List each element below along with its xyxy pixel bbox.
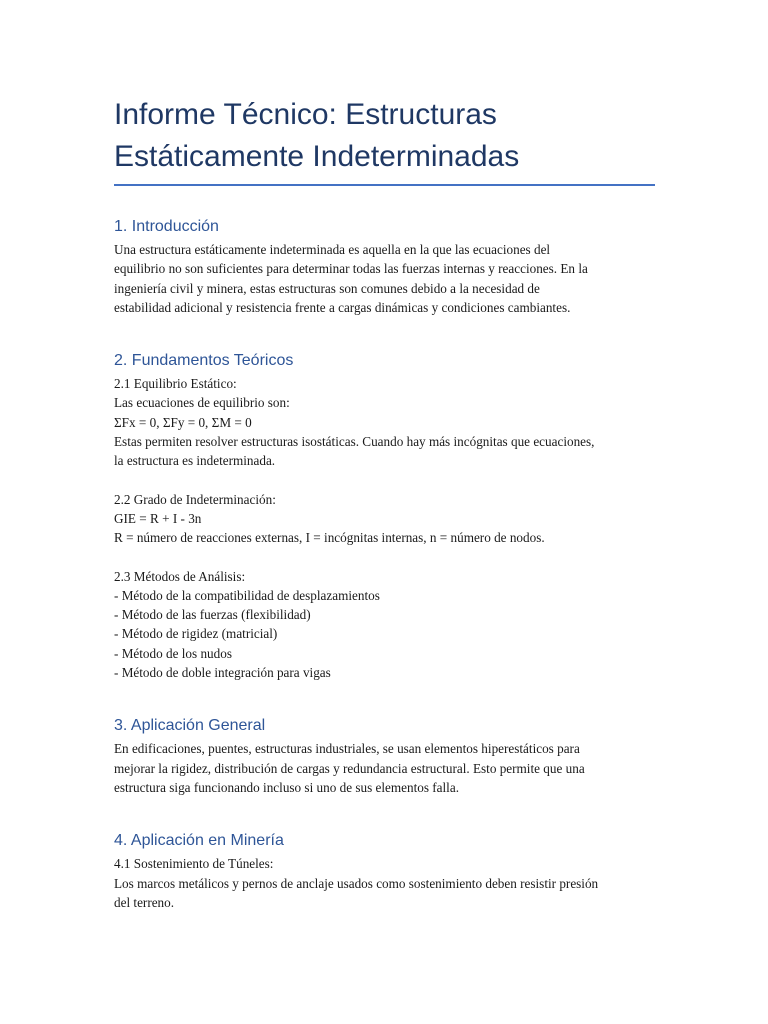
text-line: En edificaciones, puentes, estructuras industriales, se usan elementos hiperestáticos para — [114, 741, 580, 757]
section-heading: 3. Aplicación General — [114, 717, 266, 735]
paragraph-gap — [114, 548, 659, 567]
text-line: ingeniería civil y minera, estas estructuras son comunes debido a la necesidad de — [114, 280, 540, 296]
document-content — [114, 90, 659, 945]
title-line-1: Informe Técnico: Estructuras — [114, 98, 497, 131]
text-line: Las ecuaciones de equilibrio son: — [114, 395, 290, 411]
text-line: 4.1 Sostenimiento de Túneles: — [114, 856, 274, 872]
list-item: - Método de rigidez (matricial) — [114, 626, 278, 642]
text-line: Los marcos metálicos y pernos de anclaje usados como sostenimiento deben resistir presión — [114, 875, 599, 891]
equation-line: ΣFx = 0, ΣFy = 0, ΣM = 0 — [114, 414, 252, 430]
paragraph-gap — [114, 471, 659, 490]
section-fundamentos — [114, 350, 659, 682]
text-line: Estas permiten resolver estructuras isostáticas. Cuando hay más incógnitas que ecuaciones, — [114, 434, 595, 450]
list-item: - Método de la compatibilidad de desplazamientos — [114, 587, 380, 603]
list-item: - Método de doble integración para vigas — [114, 665, 331, 681]
section-paragraph — [114, 854, 659, 912]
section-heading: 1. Introducción — [114, 218, 219, 235]
section-aplicacion-general — [114, 715, 659, 797]
section-introduccion — [114, 216, 659, 317]
document-title — [114, 90, 659, 184]
text-line: 2.3 Métodos de Análisis: — [114, 568, 246, 584]
section-paragraph — [114, 240, 659, 317]
subsection-metodos — [114, 567, 659, 683]
text-line: del terreno. — [114, 894, 175, 910]
subsection-equilibrio — [114, 374, 659, 470]
title-line-2: Estáticamente Indeterminadas — [114, 140, 520, 173]
text-line: la estructura es indeterminada. — [114, 453, 276, 469]
text-line: 2.2 Grado de Indeterminación: — [114, 491, 276, 507]
text-line: estructura siga funcionando incluso si uno de sus elementos falla. — [114, 779, 459, 795]
text-line: estabilidad adicional y resistencia frente a cargas dinámicas y condiciones cambiantes. — [114, 299, 571, 315]
section-heading: 2. Fundamentos Teóricos — [114, 352, 294, 370]
text-line: R = número de reacciones externas, I = incógnitas internas, n = número de nodos. — [114, 530, 545, 546]
text-line: Una estructura estáticamente indeterminada es aquella en la que las ecuaciones del — [114, 242, 551, 257]
text-line: mejorar la rigidez, distribución de cargas y redundancia estructural. Esto permite que una — [114, 760, 585, 776]
title-underline — [114, 184, 655, 186]
section-aplicacion-mineria — [114, 830, 659, 912]
section-heading: 4. Aplicación en Minería — [114, 832, 284, 850]
equation-line: GIE = R + I - 3n — [114, 510, 202, 526]
list-item: - Método de los nudos — [114, 645, 232, 661]
section-paragraph — [114, 739, 659, 797]
subsection-grado — [114, 490, 659, 548]
text-line: equilibrio no son suficientes para determinar todas las fuerzas internas y reacciones. En la — [114, 261, 588, 277]
text-line: 2.1 Equilibrio Estático: — [114, 376, 237, 392]
list-item: - Método de las fuerzas (flexibilidad) — [114, 607, 311, 623]
